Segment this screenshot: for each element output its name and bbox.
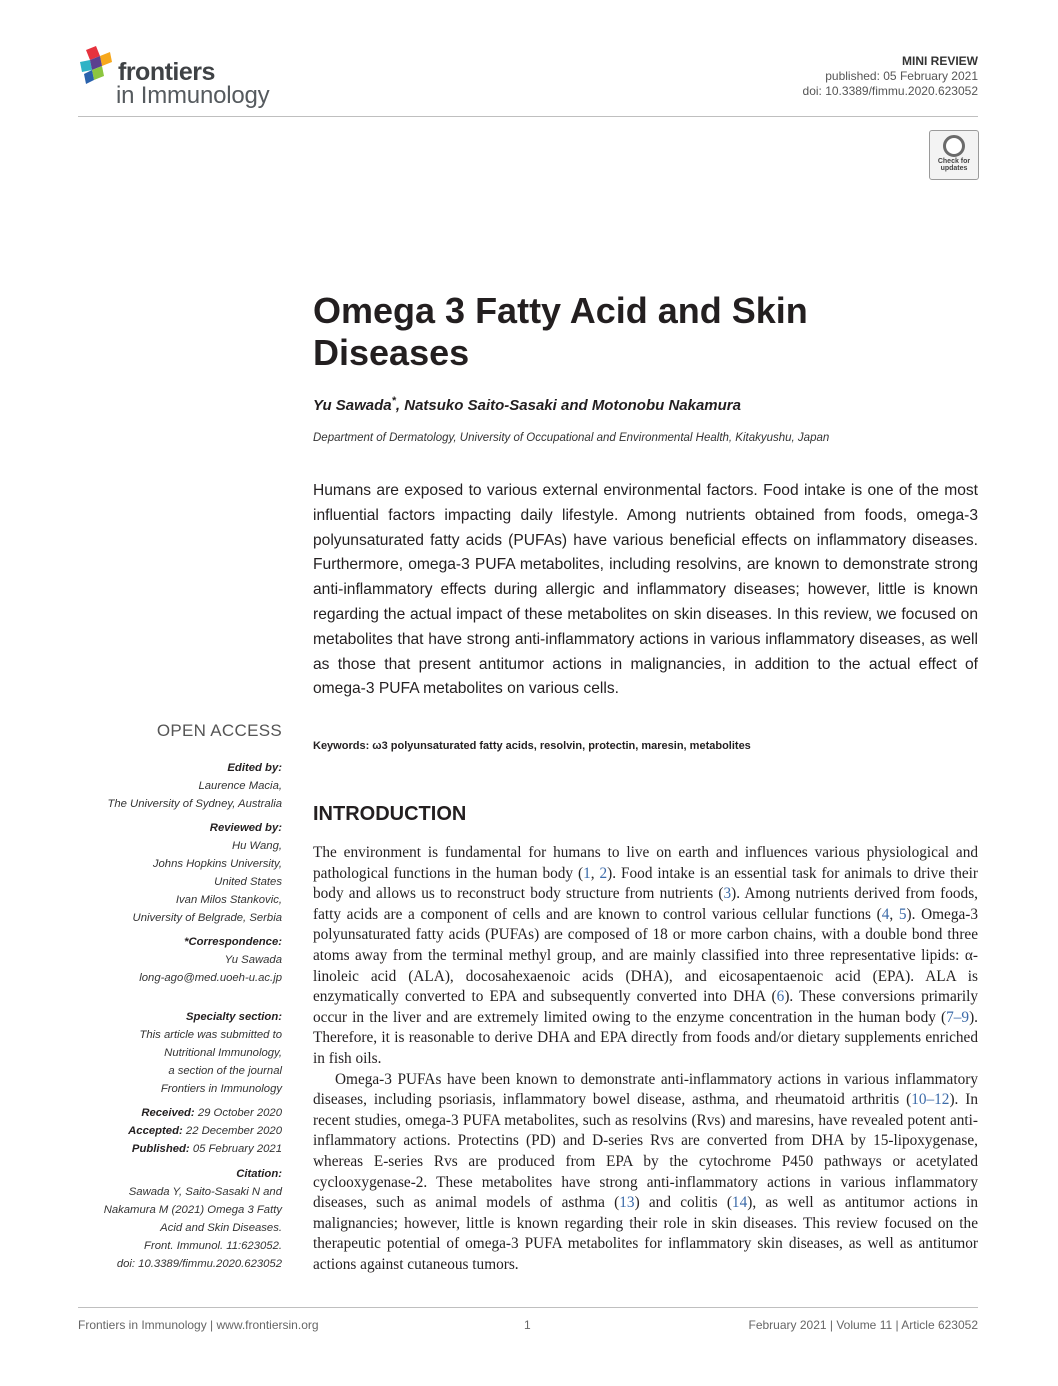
specialty-line: Nutritional Immunology, (164, 1047, 282, 1059)
specialty-label: Specialty section: (185, 1011, 282, 1023)
affiliation: Department of Dermatology, University of Occupational and Environmental Health, Kitakyushu, Japan (313, 432, 830, 444)
accepted-label: Accepted: (128, 1125, 183, 1137)
citation-ref-link[interactable]: 6 (776, 988, 785, 1006)
doi-link[interactable]: doi: 10.3389/fimmu.2020.623052 (802, 84, 978, 98)
abstract: Humans are exposed to various external environmental factors. Food intake is one of the most influential factors impacting daily lifestyle. Among nutrients obtained from foods, omega-3 polyunsaturated fatty acids (PUFAs) have various beneficial effects on inflammatory diseases. Furthermore, omega-3 PUFA metabolites, including resolvins, are known to demonstrate strong anti-inflammatory effects during allergic and inflammatory diseases; however, little is known regarding the actual impact of these metabolites on skin diseases. In this review, we focused on metabolites that have strong anti-inflammatory actions in various inflammatory diseases, as well as those that present antitumor actions in malignancies, in addition to the actual effect of omega-3 PUFA metabolites on various cells. (313, 482, 978, 698)
check-updates-icon (943, 135, 965, 157)
dates-block (128, 1104, 282, 1158)
citation-line: Front. Immunol. 11:623052. (144, 1240, 282, 1252)
header-divider (78, 116, 978, 117)
correspondence-block (139, 933, 282, 987)
footer-divider (78, 1307, 978, 1308)
editor-line: The University of Sydney, Australia (107, 798, 282, 810)
check-for-updates-badge[interactable] (929, 130, 979, 180)
specialty-line: a section of the journal (168, 1065, 282, 1077)
paragraph-text: ). Among nutrients derived from foods, fatty acids are a component of cells and are known to control various cellular functions ( (313, 885, 978, 923)
paragraph-text: Omega-3 PUFAs have been known to demonstrate anti-inflammatory actions in various inflammatory diseases, including psoriasis, inflammatory bowel disease, asthma, and rheumatoid arthritis ( (313, 1070, 978, 1109)
logo-brand: frontiers (118, 58, 215, 86)
logo-block (100, 52, 112, 66)
paragraph-text: ) and colitis ( (634, 1194, 732, 1212)
editor-line: Laurence Macia, (198, 780, 282, 792)
citation-ref-link[interactable]: 3 (723, 885, 732, 903)
intro-paragraph-2 (313, 1070, 978, 1276)
frontiers-logo-icon (78, 46, 114, 86)
received-date: 29 October 2020 (197, 1107, 282, 1119)
reviewed-by-block (133, 819, 282, 927)
citation-ref-link[interactable]: 1 (583, 864, 591, 882)
reviewer-line: United States (214, 876, 282, 888)
citation-line: Sawada Y, Saito-Sasaki N and (128, 1186, 282, 1198)
paragraph-text: ), as well as antitumor actions in malignancies; however, little is known regarding their role in skin diseases. This review focused on the therapeutic potential of omega-3 PUFA metabolites for inflammatory skin diseases, as well as antitumor actions against cutaneous tumors. (313, 1194, 979, 1273)
correspondence-label: *Correspondence: (184, 936, 282, 948)
correspondence-email[interactable]: long-ago@med.uoeh-u.ac.jp (139, 972, 282, 984)
citation-ref-link[interactable]: 13 (619, 1194, 635, 1212)
intro-paragraph-1 (313, 843, 978, 1070)
specialty-line: This article was submitted to (139, 1029, 282, 1041)
corresponding-mark: * (391, 395, 396, 407)
reviewer-line: University of Belgrade, Serbia (132, 912, 282, 924)
logo-block (80, 60, 92, 72)
edited-by-block (107, 759, 282, 813)
citation-line: Acid and Skin Diseases. (160, 1222, 282, 1234)
paragraph-text: The environment is fundamental for humans to live on earth and influences various physiological and pathological functions in the human body ( (313, 844, 978, 882)
paragraph-text: , (889, 905, 899, 923)
citation-line: Nakamura M (2021) Omega 3 Fatty (103, 1204, 282, 1216)
received-label: Received: (141, 1107, 195, 1119)
reviewed-by-label: Reviewed by: (209, 822, 282, 834)
footer-article-info: February 2021 | Volume 11 | Article 623052 (748, 1318, 978, 1332)
citation-ref-link[interactable]: 5 (898, 905, 907, 923)
paragraph-text: , (590, 864, 600, 882)
specialty-block (139, 1008, 282, 1098)
author-rest[interactable]: , Natsuko Saito-Sasaki and Motonobu Nakamura (395, 397, 741, 414)
article-type: MINI REVIEW (901, 54, 978, 68)
author-first[interactable]: Yu Sawada (313, 397, 392, 414)
citation-ref-link[interactable]: 14 (731, 1194, 748, 1212)
paragraph-text: ). Omega-3 polyunsaturated fatty acids (PUFAs) are composed of 18 or more carbon chains, with a double bond three atoms away from the terminal methyl group, and are mainly classified into three representative lipids: α-linoleic acid (ALA), docosahexaenoic acids (DHA), and eicosapentaenoic acid (EPA). ALA is enzymatically converted to EPA and subsequently converted into DHA ( (313, 905, 978, 1006)
published-date-side: 05 February 2021 (192, 1143, 282, 1155)
citation-doi[interactable]: doi: 10.3389/fimmu.2020.623052 (116, 1258, 282, 1270)
page-number: 1 (524, 1318, 531, 1332)
citation-block (104, 1165, 282, 1273)
accepted-date: 22 December 2020 (185, 1125, 282, 1137)
section-heading-introduction: INTRODUCTION (313, 803, 467, 825)
citation-ref-link[interactable]: 4 (881, 905, 890, 923)
author-list (313, 395, 741, 414)
footer-journal-link[interactable]: Frontiers in Immunology | www.frontiersin.org (78, 1318, 319, 1332)
article-title: Omega 3 Fatty Acid and Skin Diseases (313, 290, 808, 373)
edited-by-label: Edited by: (227, 762, 282, 774)
reviewer-line: Ivan Milos Stankovic, (175, 894, 282, 906)
published-label: Published: (131, 1143, 190, 1155)
published-date: published: 05 February 2021 (825, 69, 978, 83)
citation-ref-link[interactable]: 10–12 (911, 1091, 950, 1109)
article-meta (803, 54, 978, 99)
badge-text-1: Check for (937, 158, 971, 165)
reviewer-line: Hu Wang, (231, 840, 282, 852)
open-access-label: OPEN ACCESS (156, 721, 282, 740)
citation-ref-link[interactable]: 2 (599, 864, 608, 882)
citation-label: Citation: (236, 1168, 282, 1180)
paragraph-text: ). In recent studies, omega-3 PUFA metabolites, such as resolvins (Rvs) and maresins, have revealed potent anti-inflammatory actions. Protectins (PD) and D-series Rvs are converted from DHA by 15-lipoxygenase, whereas E-series Rvs are produced from EPA by the cytochrome P450 pathways or acetylated cyclooxygenase-2. These metabolites have strong anti-inflammatory actions in various inflammatory diseases, such as animal models of asthma ( (313, 1091, 978, 1212)
badge-text-2: updates (940, 165, 968, 172)
introduction-body (313, 843, 978, 1275)
paragraph-text: ). Food intake is an essential task for animals to drive their body and allows us to reconstruct body structure from nutrients ( (313, 864, 978, 903)
journal-logo[interactable] (78, 44, 318, 114)
logo-journal-name: in Immunology (116, 82, 270, 109)
keywords: Keywords: ω3 polyunsaturated fatty acids, resolvin, protectin, maresin, metabolites (313, 740, 751, 752)
paragraph-text: ). Therefore, it is reasonable to derive DHA and EPA directly from foods and/or dietary supplements enriched in fish oils. (313, 1008, 978, 1067)
specialty-line: Frontiers in Immunology (160, 1083, 282, 1095)
reviewer-line: Johns Hopkins University, (152, 858, 282, 870)
paragraph-text: ). These conversions primarily occur in the liver and are extremely limited owing to the enzyme concentration in the human body ( (313, 988, 978, 1026)
citation-ref-link[interactable]: 7–9 (946, 1008, 970, 1026)
correspondence-name: Yu Sawada (224, 954, 282, 966)
